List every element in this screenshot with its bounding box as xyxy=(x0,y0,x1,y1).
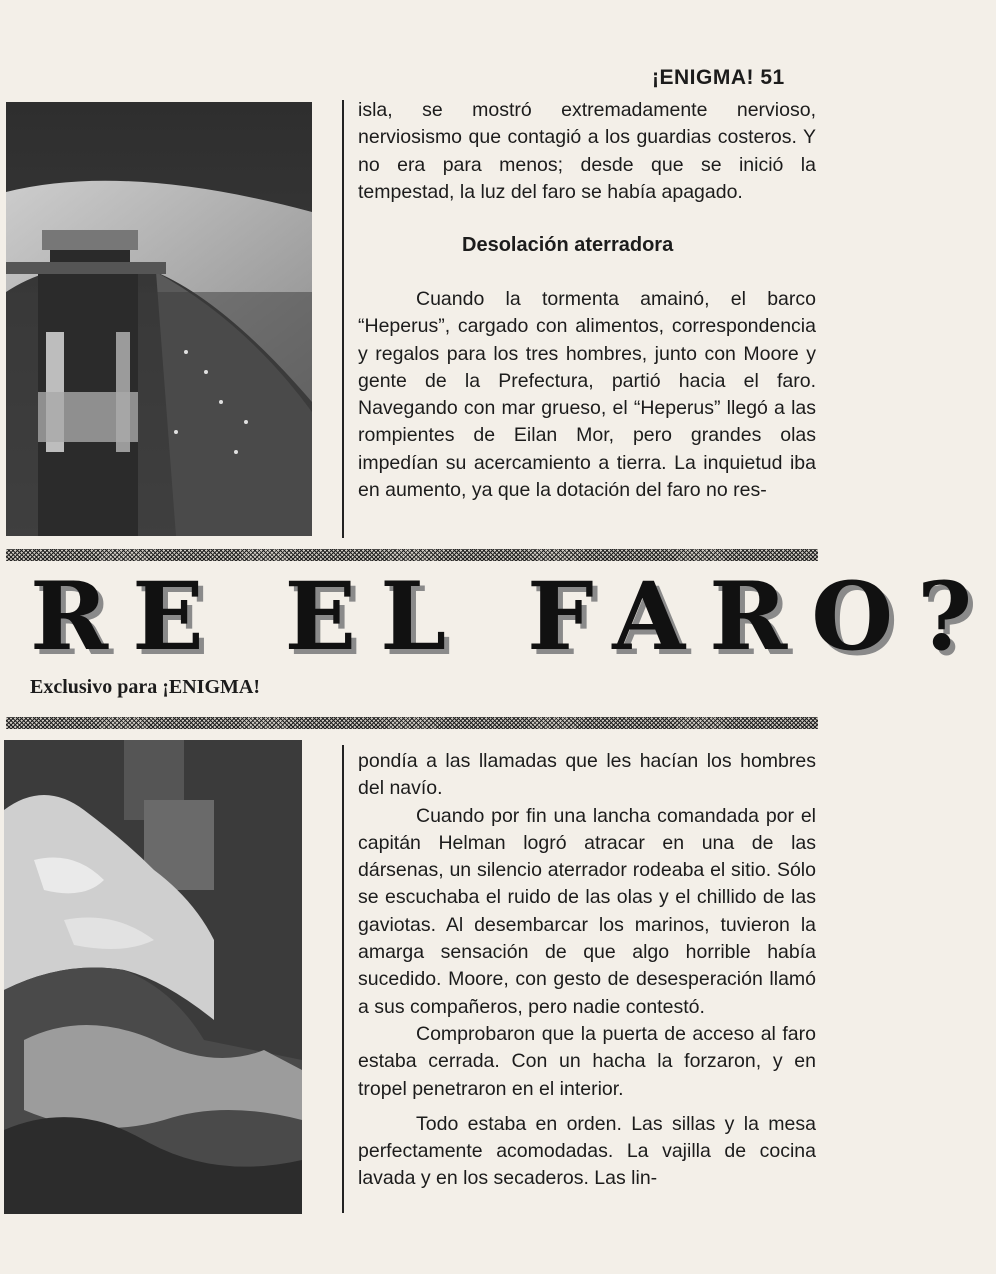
page-number: 51 xyxy=(760,66,785,89)
column-rule xyxy=(342,100,344,538)
lighthouse-photo xyxy=(6,102,312,536)
paragraph: pondía a las llamadas que les hacían los hombres del navío. xyxy=(358,750,816,800)
byline: Exclusivo para ¡ENIGMA! xyxy=(30,676,260,698)
section-subheading: Desolación aterradora xyxy=(462,234,674,256)
article-column-top xyxy=(358,97,816,206)
page-header xyxy=(652,66,785,90)
magazine-title: ¡ENIGMA! xyxy=(652,66,754,89)
column-rule xyxy=(342,745,344,1213)
article-column-mid xyxy=(358,286,816,504)
paragraph: Cuando por fin una lancha comandada por el capitán Helman logró atracar en una de las dársenas, un silencio aterrador rodeaba el sitio. Sólo se escuchaba el ruido de las olas y el chillido de las gaviotas. Al desembarcar los marinos, tuvieron la amarga sensación de que algo horrible había sucedido. Moore, con gesto de desesperación llamó a sus compañeros, pero nadie contestó. xyxy=(358,804,816,1018)
article-title: RE EL FARO? xyxy=(30,562,996,672)
paragraph: Comprobaron que la puerta de acceso al faro estaba cerrada. Con un hacha la forzaron, y en tropel penetraron en el interior. xyxy=(358,1022,816,1100)
stormy-sea-photo xyxy=(4,740,302,1214)
article-column-bottom xyxy=(358,748,816,1193)
paragraph: isla, se mostró extremadamente nervioso, nerviosismo que contagió a los guardias costeros. Y no era para menos; desde que se inició la tempestad, la luz del faro se había apagado. xyxy=(358,99,816,203)
decorative-band xyxy=(6,549,818,561)
paragraph: Todo estaba en orden. Las sillas y la mesa perfectamente acomodadas. La vajilla de cocina lavada y en los secaderos. Las lin- xyxy=(358,1112,816,1190)
paragraph: Cuando la tormenta amainó, el barco “Heperus”, cargado con alimentos, correspondencia y regalos para los tres hombres, junto con Moore y gente de la Prefectura, partió hacia el faro. Navegando con mar grueso, el “Heperus” llegó a las rompientes de Eilan Mor, pero grandes olas impedían su acercamiento a tierra. La inquietud iba en aumento, ya que la dotación del faro no res- xyxy=(358,288,816,502)
decorative-band xyxy=(6,717,818,729)
